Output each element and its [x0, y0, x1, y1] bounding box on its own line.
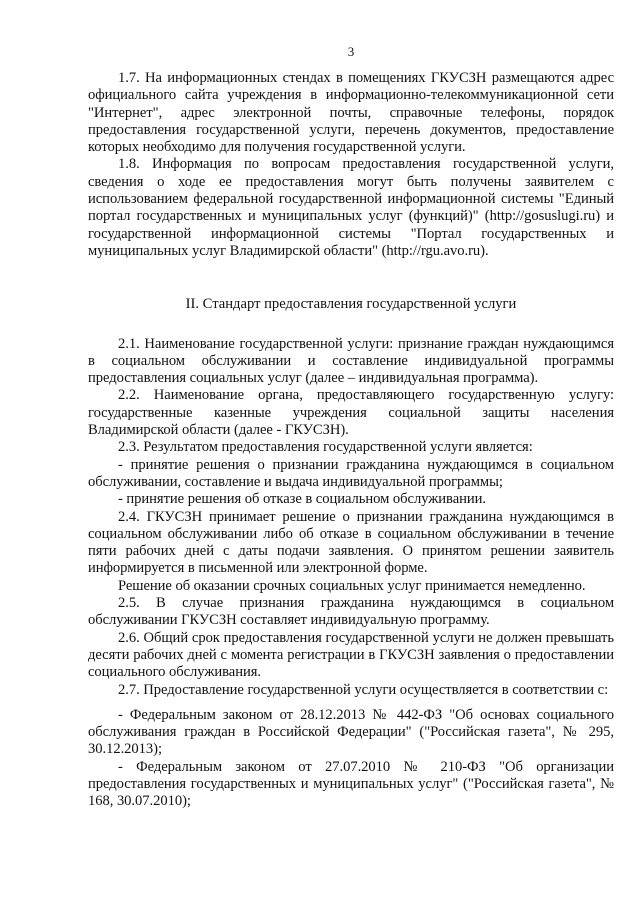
- paragraph-2-4: 2.4. ГКУСЗН принимает решение о признании гражданина нуждающимся в социальном обслуживании либо об отказе в социальном обслуживании в течение пяти рабочих дней с даты подачи заявления. О принятом решении заявитель информируется в письменной или электронной форме.: [88, 508, 614, 577]
- paragraph-2-2: 2.2. Наименование органа, предоставляющего государственную услугу: государственные казенные учреждения социальной защиты населения Владимирской области (далее - ГКУСЗН).: [88, 387, 614, 439]
- paragraph-2-3: 2.3. Результатом предоставления государственной услуги является:: [118, 439, 533, 456]
- list-item-result-1: - принятие решения о признании гражданина нуждающимся в социальном обслуживании, составление и выдача индивидуальной программы;: [88, 456, 614, 490]
- paragraph-2-7: 2.7. Предоставление государственной услуги осуществляется в соответствии с:: [118, 681, 609, 698]
- law-item-210-fz: - Федеральным законом от 27.07.2010 № 210-ФЗ "Об организации предоставления государственных и муниципальных услуг" ("Российская газета", № 168, 30.07.2010);: [88, 758, 614, 810]
- paragraph-2-6: 2.6. Общий срок предоставления государственной услуги не должен превышать десяти рабочих дней с момента регистрации в ГКУСЗН заявления о предоставлении социального обслуживания.: [88, 629, 614, 681]
- law-item-442-fz: - Федеральным законом от 28.12.2013 № 442-ФЗ "Об основах социального обслуживания граждан в Российской Федерации" ("Российская газета", № 295, 30.12.2013);: [88, 706, 614, 758]
- document-body: [88, 70, 614, 811]
- paragraph-2-1: 2.1. Наименование государственной услуги: признание граждан нуждающимся в социальном обслуживании и составление индивидуальной программы предоставления социальных услуг (далее – индивидуальная программа).: [88, 335, 614, 387]
- section-heading: II. Стандарт предоставления государственной услуги: [185, 296, 517, 313]
- paragraph-2-5: 2.5. В случае признания гражданина нуждающимся в социальном обслуживании ГКУСЗН составляет индивидуальную программу.: [88, 595, 614, 629]
- page-number: 3: [347, 44, 355, 59]
- list-item-result-2: - принятие решения об отказе в социальном обслуживании.: [118, 491, 486, 508]
- paragraph-1-8: 1.8. Информация по вопросам предоставления государственной услуги, сведения о ходе ее предоставления могут быть получены заявителем с использованием федеральной государственной информационной системы "Единый портал государственных и муниципальных услуг (функций)" (http://gosuslugi.ru) и государственной информационной системы "Портал государственных и муниципальных услуг Владимирской области" (http://rgu.avo.ru).: [88, 156, 614, 259]
- paragraph-1-7: 1.7. На информационных стендах в помещениях ГКУСЗН размещаются адрес официального сайта учреждения в информационно-телекоммуникационной сети "Интернет", адрес электронной почты, справочные телефоны, порядок предоставления государственной услуги, перечень документов, предоставление которых необходимо для получения государственной услуги.: [88, 70, 614, 156]
- paragraph-urgent-services: Решение об оказании срочных социальных услуг принимается немедленно.: [118, 577, 586, 594]
